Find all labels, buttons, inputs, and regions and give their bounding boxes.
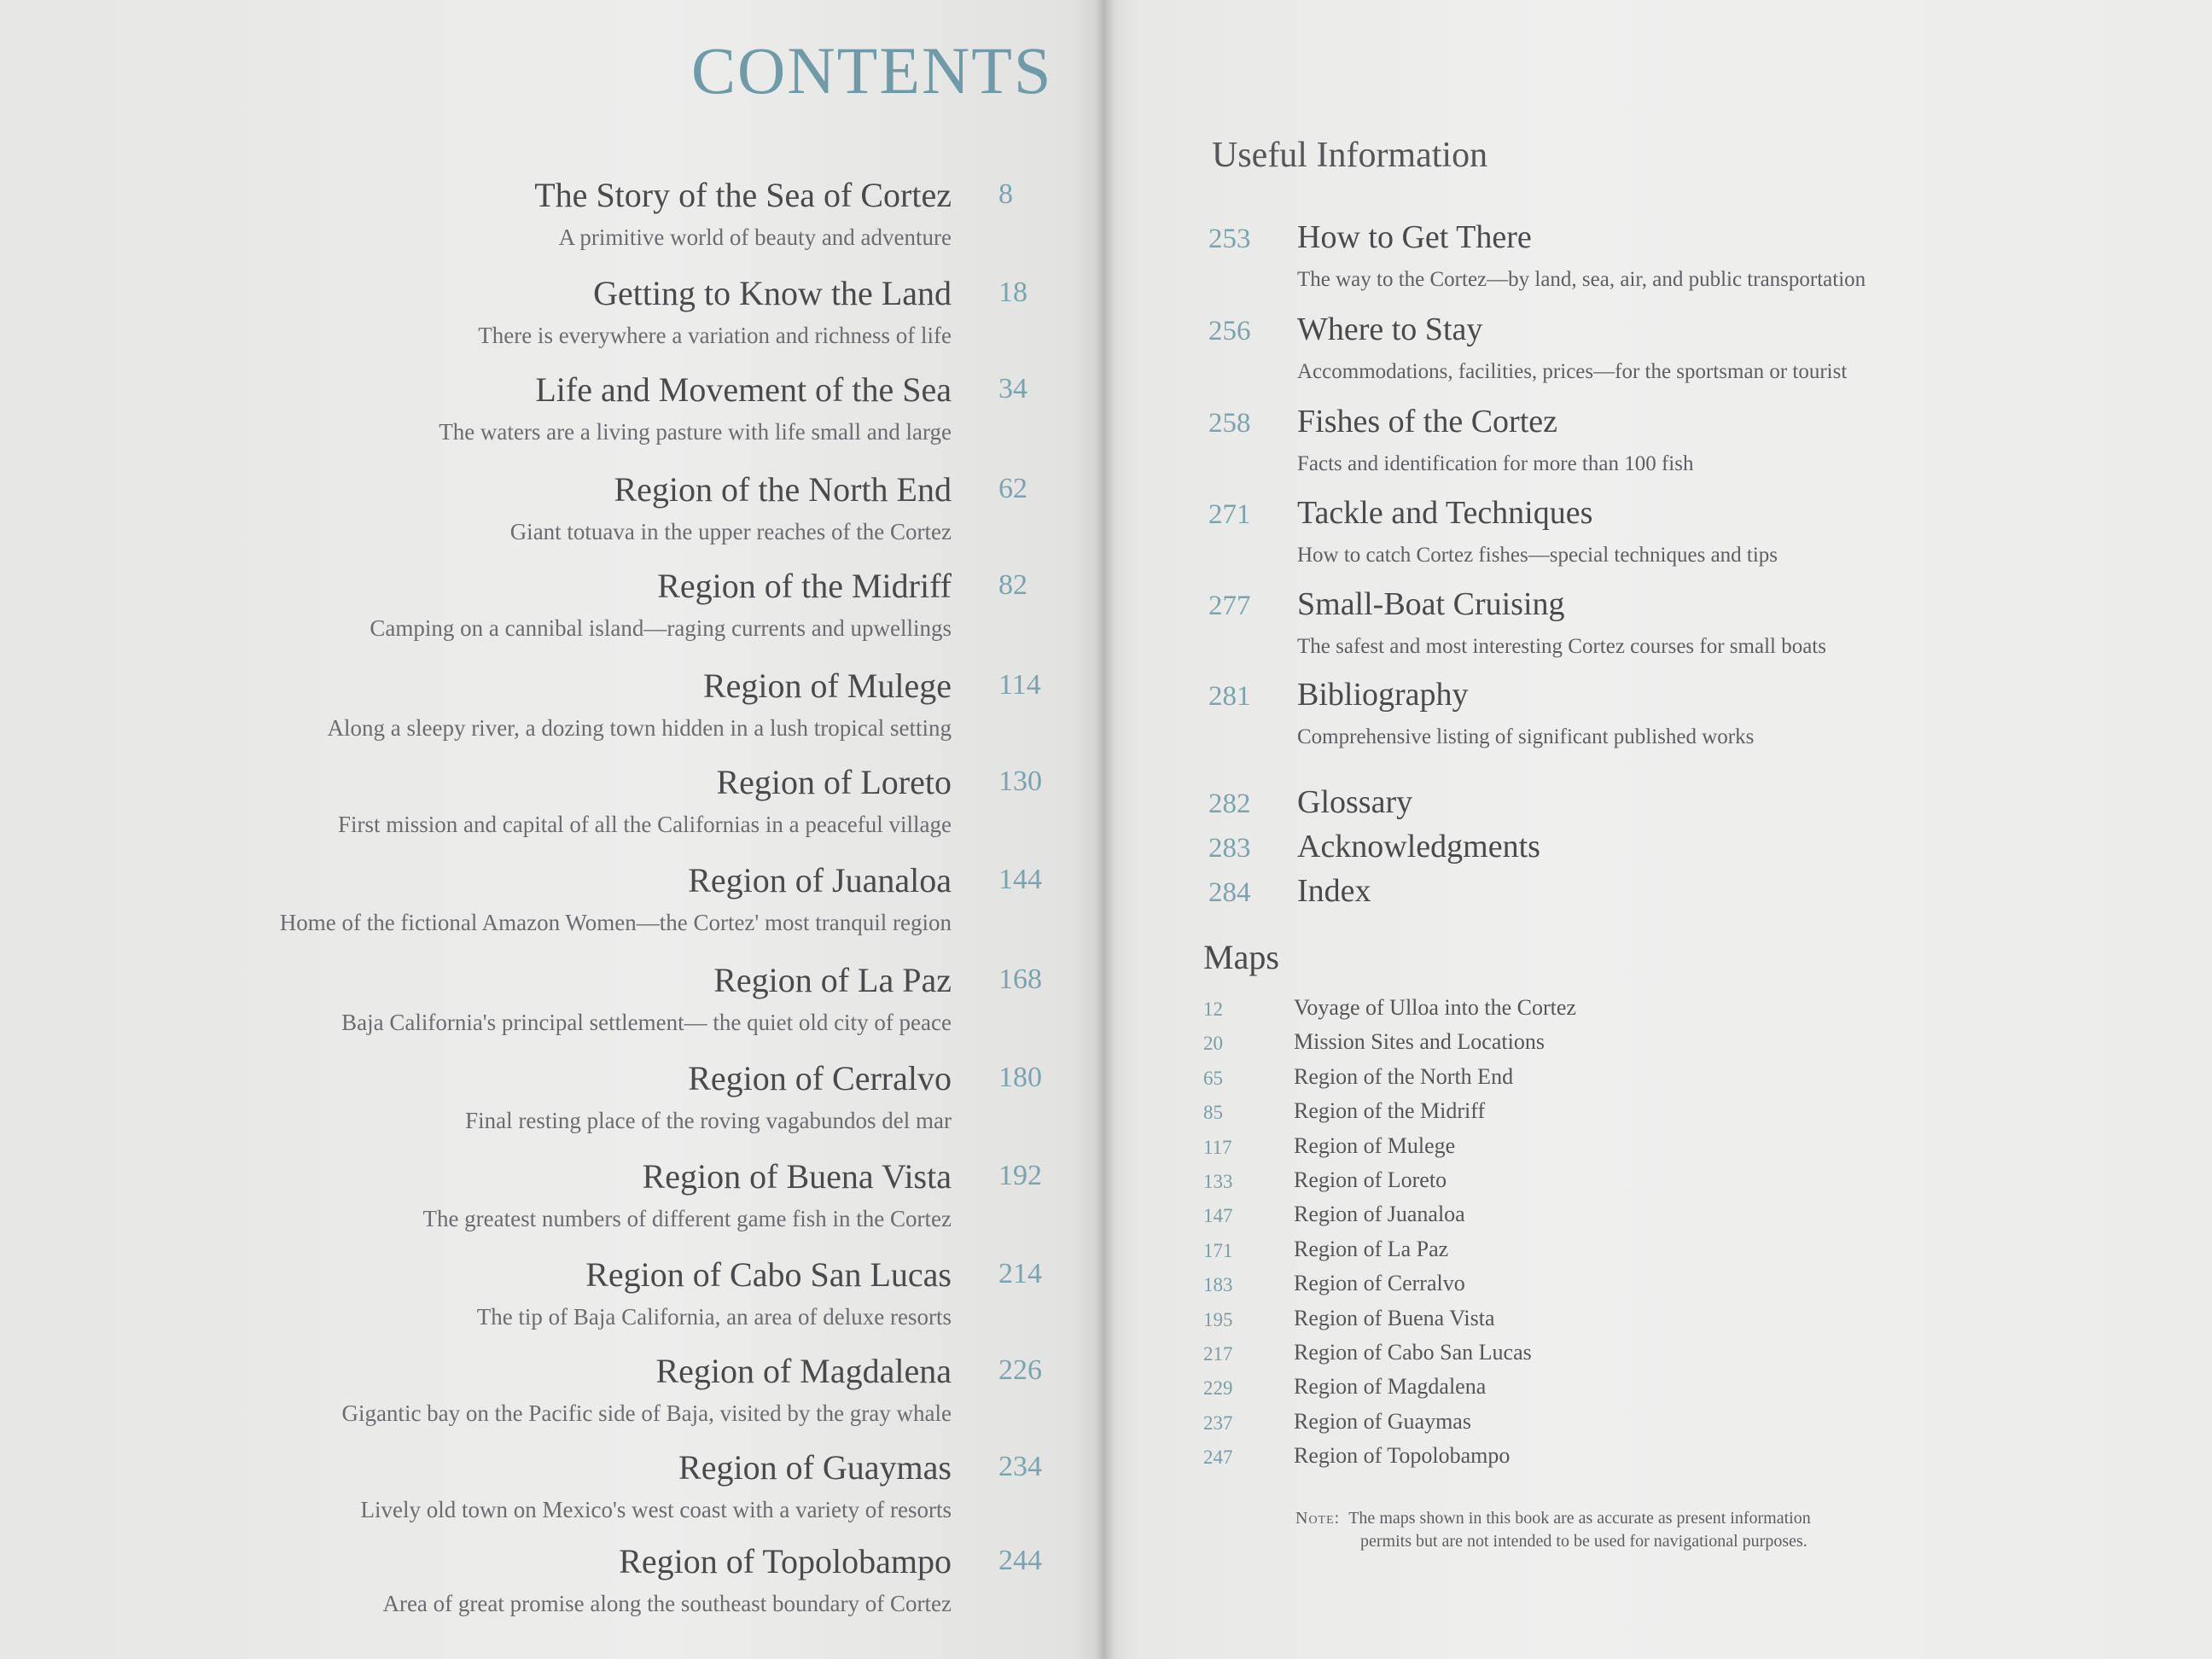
- chapter-title: The Story of the Sea of Cortez: [534, 176, 952, 214]
- map-name: Region of Guaymas: [1294, 1408, 1471, 1434]
- useful-info-page-number: 258: [1208, 408, 1251, 439]
- map-name: Region of Loreto: [1294, 1167, 1447, 1192]
- map-name: Region of the Midriff: [1294, 1098, 1486, 1124]
- chapter-page-number: 114: [998, 669, 1041, 701]
- chapter-page-number: 34: [998, 373, 1027, 405]
- chapter-page-number: 234: [998, 1451, 1042, 1482]
- chapter-page-number: 244: [998, 1545, 1042, 1576]
- chapter-subtitle: The tip of Baja California, an area of deluxe resorts: [476, 1304, 952, 1330]
- chapter-title: Region of Mulege: [702, 667, 952, 705]
- maps-heading: Maps: [1203, 938, 1279, 976]
- useful-information-heading: Useful Information: [1212, 136, 1488, 175]
- book-gutter: [1095, 0, 1115, 1659]
- useful-info-page-number: 271: [1208, 499, 1251, 530]
- useful-info-subtitle: The way to the Cortez—by land, sea, air, and public transportation: [1297, 268, 1866, 291]
- map-entry: [1202, 1271, 2140, 1305]
- chapter-subtitle: Camping on a cannibal island—raging currents and upwellings: [370, 615, 952, 641]
- chapter-title: Region of Cabo San Lucas: [585, 1255, 952, 1294]
- map-name: Region of La Paz: [1294, 1236, 1449, 1261]
- chapter-title: Region of Juanaloa: [688, 861, 952, 899]
- chapter-subtitle: The greatest numbers of different game fish in the Cortez: [422, 1206, 952, 1231]
- useful-info-title: How to Get There: [1297, 219, 1532, 255]
- map-name: Region of the North End: [1294, 1063, 1514, 1089]
- chapter-subtitle: Area of great promise along the southeast boundary of Cortez: [382, 1591, 952, 1616]
- chapter-title: Region of Loreto: [716, 763, 952, 801]
- chapter-title: Region of Buena Vista: [642, 1157, 952, 1196]
- chapter-subtitle: First mission and capital of all the Californias in a peaceful village: [337, 812, 952, 837]
- map-name: Region of Juanaloa: [1294, 1202, 1465, 1227]
- map-name: Region of Magdalena: [1294, 1374, 1487, 1400]
- chapter-page-number: 130: [998, 765, 1042, 797]
- useful-info-title: Index: [1297, 873, 1371, 909]
- map-entry: [1202, 1098, 2140, 1132]
- chapter-subtitle: A primitive world of beauty and adventure: [558, 224, 952, 250]
- map-entry: [1202, 1167, 2140, 1202]
- chapter-title: Region of Guaymas: [678, 1448, 952, 1487]
- useful-info-title: Bibliography: [1297, 677, 1469, 713]
- useful-info-subtitle: Facts and identification for more than 100 fish: [1297, 452, 1694, 475]
- useful-info-subtitle: How to catch Cortez fishes—special techniques and tips: [1297, 544, 1778, 567]
- contents-heading: CONTENTS: [691, 33, 1053, 108]
- useful-info-title: Acknowledgments: [1297, 829, 1540, 864]
- chapter-page-number: 8: [998, 178, 1013, 210]
- useful-info-page-number: 284: [1208, 877, 1251, 908]
- useful-info-title: Small-Boat Cruising: [1297, 586, 1565, 622]
- map-entry: [1202, 1237, 2140, 1271]
- note-line-1: The maps shown in this book are as accurate as present information: [1348, 1509, 1811, 1528]
- chapter-page-number: 82: [998, 569, 1027, 601]
- chapter-title: Region of Magdalena: [655, 1352, 952, 1390]
- chapter-subtitle: Baja California's principal settlement— the quiet old city of peace: [341, 1010, 952, 1035]
- map-entry: [1202, 1340, 2140, 1374]
- chapter-subtitle: Lively old town on Mexico's west coast with a variety of resorts: [360, 1497, 952, 1522]
- chapter-subtitle: There is everywhere a variation and richness of life: [478, 323, 952, 348]
- useful-info-page-number: 282: [1208, 789, 1251, 819]
- map-page-number: 217: [1203, 1343, 1233, 1365]
- map-page-number: 133: [1203, 1171, 1233, 1192]
- useful-info-title: Tackle and Techniques: [1297, 495, 1593, 531]
- useful-info-page-number: 281: [1208, 681, 1251, 712]
- map-entry: [1202, 1202, 2140, 1236]
- chapter-page-number: 18: [998, 276, 1027, 308]
- chapter-title: Region of Cerralvo: [688, 1059, 952, 1097]
- useful-info-subtitle: Accommodations, facilities, prices—for the sportsman or tourist: [1297, 360, 1848, 383]
- useful-info-page-number: 253: [1208, 224, 1251, 254]
- chapter-subtitle: The waters are a living pasture with life small and large: [439, 419, 952, 445]
- chapter-subtitle: Giant totuava in the upper reaches of the Cortez: [509, 519, 952, 544]
- map-page-number: 229: [1203, 1377, 1233, 1400]
- map-page-number: 171: [1203, 1239, 1233, 1261]
- useful-info-subtitle: Comprehensive listing of significant published works: [1297, 725, 1755, 748]
- chapter-page-number: 192: [998, 1160, 1042, 1191]
- map-page-number: 147: [1203, 1205, 1233, 1227]
- chapter-title: Region of Topolobampo: [619, 1542, 952, 1580]
- note-line-2: permits but are not intended to be used for navigational purposes.: [1360, 1532, 1807, 1551]
- chapter-page-number: 180: [998, 1062, 1042, 1093]
- chapter-page-number: 168: [998, 963, 1042, 995]
- map-entry: [1202, 1064, 2140, 1098]
- chapter-page-number: 226: [998, 1354, 1042, 1386]
- chapter-title: Region of the North End: [614, 470, 952, 509]
- chapter-title: Region of the Midriff: [657, 567, 952, 605]
- map-entry: [1202, 1306, 2140, 1340]
- map-name: Region of Buena Vista: [1294, 1305, 1495, 1330]
- map-page-number: 117: [1203, 1136, 1232, 1158]
- chapter-title: Getting to Know the Land: [593, 274, 952, 312]
- map-name: Voyage of Ulloa into the Cortez: [1294, 995, 1576, 1020]
- useful-info-page-number: 256: [1208, 316, 1251, 346]
- map-name: Region of Topolobampo: [1294, 1443, 1511, 1469]
- chapter-title: Life and Movement of the Sea: [535, 370, 952, 409]
- map-page-number: 195: [1203, 1308, 1233, 1330]
- map-name: Mission Sites and Locations: [1294, 1029, 1545, 1055]
- chapter-subtitle: Final resting place of the roving vagabundos del mar: [465, 1108, 952, 1133]
- map-name: Region of Cabo San Lucas: [1294, 1340, 1532, 1365]
- map-page-number: 12: [1203, 998, 1223, 1020]
- map-page-number: 247: [1203, 1447, 1233, 1469]
- map-page-number: 65: [1203, 1067, 1223, 1089]
- useful-info-page-number: 283: [1208, 833, 1251, 864]
- map-name: Region of Cerralvo: [1294, 1271, 1465, 1296]
- useful-info-title: Where to Stay: [1297, 311, 1483, 347]
- map-page-number: 20: [1203, 1033, 1223, 1055]
- chapter-subtitle: Home of the fictional Amazon Women—the Cortez' most tranquil region: [279, 910, 952, 935]
- chapter-subtitle: Gigantic bay on the Pacific side of Baja, visited by the gray whale: [341, 1400, 952, 1426]
- maps-note: [1295, 1507, 1944, 1553]
- map-entry: [1202, 1133, 2140, 1167]
- chapter-page-number: 214: [998, 1258, 1042, 1289]
- map-entry: [1202, 1443, 2140, 1477]
- map-entry: [1202, 1029, 2140, 1063]
- chapter-title: Region of La Paz: [713, 961, 952, 999]
- useful-info-title: Fishes of the Cortez: [1297, 404, 1558, 439]
- map-entry: [1202, 995, 2140, 1029]
- map-entry: [1202, 1374, 2140, 1408]
- map-page-number: 183: [1203, 1274, 1233, 1296]
- useful-info-subtitle: The safest and most interesting Cortez courses for small boats: [1297, 635, 1826, 658]
- map-entry: [1202, 1409, 2140, 1443]
- map-page-number: 237: [1203, 1412, 1233, 1434]
- map-name: Region of Mulege: [1294, 1132, 1456, 1158]
- useful-info-title: Glossary: [1297, 784, 1413, 820]
- chapter-page-number: 62: [998, 473, 1027, 504]
- chapter-page-number: 144: [998, 864, 1042, 895]
- chapter-subtitle: Along a sleepy river, a dozing town hidden in a lush tropical setting: [327, 715, 952, 741]
- map-page-number: 85: [1203, 1102, 1223, 1124]
- useful-info-page-number: 277: [1208, 591, 1251, 621]
- note-label: Note:: [1295, 1509, 1341, 1528]
